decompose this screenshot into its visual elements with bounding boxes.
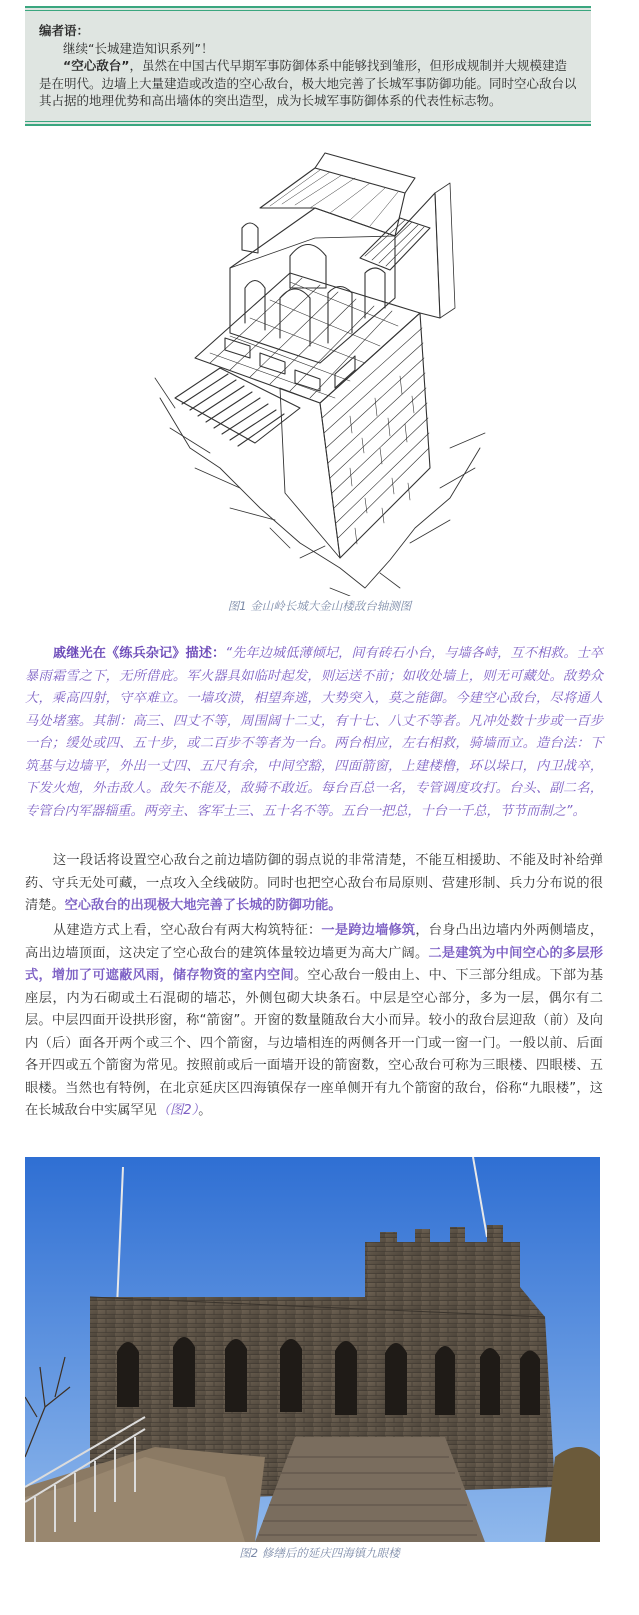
feature-1-highlight: 一是跨边墙修筑 (321, 923, 416, 938)
feature-2-highlight: 二是建筑为中间空心的多层形式，增加了可遮蔽风雨，储存物资的室内空间 (25, 945, 603, 983)
paragraph-2-intro: 从建造方式上看，空心敌台有两大构筑特征： (53, 923, 322, 938)
nine-eye-tower-photo (25, 1157, 600, 1542)
editor-note-series: 继续“长城建造知识系列”！ (63, 40, 214, 56)
axonometric-drawing-figure (150, 148, 490, 596)
quote-lead: 戚继光在《练兵杂记》描述： (53, 646, 226, 661)
editor-note-box (25, 6, 591, 126)
editor-note-title: 编者语： (39, 23, 90, 38)
figure2-caption: 图2 修缮后的延庆四海镇九眼楼 (239, 1546, 400, 1560)
editor-note-body: ，虽然在中国古代早期军事防御体系中能够找到雏形，但形成规制并大规模建造是在明代。边墙上大量建造或改造的空心敌台，极大地完善了长城军事防御功能。同时空心敌台以其占据的地理优势和高出墙体的突出造型，成为长城军事防御体系的代表性标志物。 (39, 58, 577, 108)
editor-note-term: “空心敌台” (63, 58, 130, 73)
quote-text: “先年边城低薄倾圮，间有砖石小台，与墙各峙，互不相救。士卒暴雨霜雪之下，无所借庇。军火器具如临时起发，则运送不前；如收处墙上，则无可藏处。敌势众大，乘高四射，守卒难立。一墙攻溃，相望奔逃，大势突入，莫之能御。今建空心敌台，尽将通人马处堵塞。其制：高三、四丈不等，周围阔十二丈，有十七、八丈不等者。凡冲处数十步或一百步一台；缓处或四、五十步，或二百步不等者为一台。两台相应，左右相救，骑墙而立。造台法：下筑基与边墙平，外出一丈四、五尺有余，中间空豁，四面箭窗，上建楼橹，环以垛口，内卫战卒，下发火炮，外击敌人。敌矢不能及，敌骑不敢近。每台百总一名，专管调度攻打。台头、副二名，专管台内军器辎重。两旁主、客军士三、五十名不等。五台一把总，十台一千总，节节而制之”。 (25, 646, 603, 819)
paragraph-2-end: 。 (198, 1103, 212, 1118)
paragraph-2 (25, 920, 603, 1123)
figure2-reference: （图2） (156, 1103, 199, 1118)
paragraph-1 (25, 850, 603, 918)
editor-note-text (39, 57, 577, 110)
quote-paragraph (25, 643, 603, 823)
paragraph-1-text: 这一段话将设置空心敌台之前边墙防御的弱点说的非常清楚，不能互相援助、不能及时补给弹药、守兵无处可藏，一点攻入全线破防。同时也把空心敌台布局原则、营建形制、兵力分布说的很清楚。 (25, 853, 603, 913)
figure1-caption: 图1 金山岭长城大金山楼敌台轴测图 (227, 599, 412, 613)
paragraph-2-mid: ，台身凸出边墙内外两侧墙皮，高出边墙顶面，这决定了空心敌台的建筑体量较边墙更为高大广阔。 (25, 923, 604, 961)
paragraph-1-highlight: 空心敌台的出现极大地完善了长城的防御功能。 (64, 898, 342, 913)
paragraph-2-body: 。空心敌台一般由上、中、下三部分组成。下部为基座层，内为石砌或土石混砌的墙芯，外侧包砌大块条石。中层是空心部分，多为一层，偶尔有二层。中层四面开设拱形窗，称“箭窗”。开窗的数量随敌台大小而异。较小的敌台层迎敌（前）及向内（后）面各开两个或三个、四个箭窗，与边墙相连的两侧各开一门或一窗一门。一般以前、后面各开四或五个箭窗为常见。按照前或后一面墙开设的箭窗数，空心敌台可称为三眼楼、四眼楼、五眼楼。当然也有特例，在北京延庆区四海镇保存一座单侧开有九个箭窗的敌台，俗称“九眼楼”，这在长城敌台中实属罕见 (25, 968, 604, 1118)
